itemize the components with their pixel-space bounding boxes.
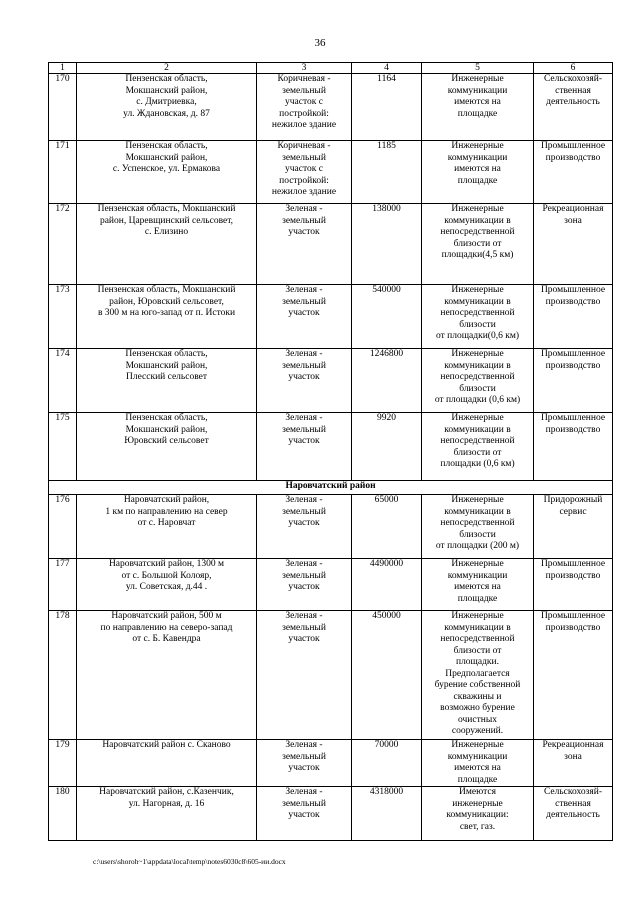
file-path-footer: c:\users\shoroh~1\appdata\local\temp\notes6030c8\605-ии.docx	[93, 857, 286, 866]
table-row	[49, 141, 613, 204]
purpose-cell: Рекреационная зона	[534, 204, 613, 285]
purpose-cell: Промышленное производство	[534, 349, 613, 413]
category-cell: Зеленая - земельный участок	[257, 285, 352, 349]
purpose-cell: Промышленное производство	[534, 413, 613, 481]
category-cell: Зеленая - земельный участок	[257, 611, 352, 740]
table-row	[49, 349, 613, 413]
area-cell: 1164	[352, 74, 422, 141]
section-row	[49, 481, 613, 495]
area-cell: 4490000	[352, 559, 422, 611]
location-cell: Пензенская область, Мокшанский район, Царевщинский сельсовет, с. Елизино	[77, 204, 257, 285]
category-cell: Коричневая - земельный участок с постройкой: нежилое здание	[257, 141, 352, 204]
area-cell: 70000	[352, 740, 422, 787]
area-cell: 1246800	[352, 349, 422, 413]
utilities-cell: Инженерные коммуникации имеются на площадке	[422, 740, 534, 787]
category-cell: Зеленая - земельный участок	[257, 495, 352, 559]
area-cell: 138000	[352, 204, 422, 285]
column-number: 1	[49, 63, 77, 74]
column-number: 5	[422, 63, 534, 74]
area-cell: 9920	[352, 413, 422, 481]
row-number: 178	[49, 611, 77, 740]
row-number: 173	[49, 285, 77, 349]
utilities-cell: Имеются инженерные коммуникации: свет, газ.	[422, 787, 534, 841]
area-cell: 4318000	[352, 787, 422, 841]
table-row	[49, 495, 613, 559]
land-plots-table	[48, 62, 613, 841]
utilities-cell: Инженерные коммуникации в непосредственной близости от площадки (200 м)	[422, 495, 534, 559]
purpose-cell: Сельскохозяй- ственная деятельность	[534, 74, 613, 141]
utilities-cell: Инженерные коммуникации имеются на площадке	[422, 141, 534, 204]
category-cell: Коричневая - земельный участок с постройкой: нежилое здание	[257, 74, 352, 141]
category-cell: Зеленая - земельный участок	[257, 559, 352, 611]
row-number: 176	[49, 495, 77, 559]
location-cell: Наровчатский район с. Сканово	[77, 740, 257, 787]
location-cell: Пензенская область, Мокшанский район, с. Успенское, ул. Ермакова	[77, 141, 257, 204]
column-number: 2	[77, 63, 257, 74]
page-number: 36	[314, 37, 326, 49]
column-number-row	[49, 63, 613, 74]
category-cell: Зеленая - земельный участок	[257, 787, 352, 841]
section-title: Наровчатский район	[49, 481, 613, 495]
column-number: 3	[257, 63, 352, 74]
area-cell: 540000	[352, 285, 422, 349]
row-number: 174	[49, 349, 77, 413]
table-row	[49, 611, 613, 740]
location-cell: Наровчатский район, с.Казенчик, ул. Нагорная, д. 16	[77, 787, 257, 841]
table-row	[49, 787, 613, 841]
category-cell: Зеленая - земельный участок	[257, 740, 352, 787]
purpose-cell: Сельскохозяй- ственная деятельность	[534, 787, 613, 841]
purpose-cell: Промышленное производство	[534, 285, 613, 349]
utilities-cell: Инженерные коммуникации в непосредственной близости от площадки (0,6 км)	[422, 413, 534, 481]
purpose-cell: Промышленное производство	[534, 559, 613, 611]
location-cell: Наровчатский район, 1300 м от с. Большой Колояр, ул. Советская, д.44 .	[77, 559, 257, 611]
table-row	[49, 413, 613, 481]
purpose-cell: Промышленное производство	[534, 611, 613, 740]
row-number: 177	[49, 559, 77, 611]
utilities-cell: Инженерные коммуникации в непосредственной близости от площадки (0,6 км)	[422, 349, 534, 413]
utilities-cell: Инженерные коммуникации в непосредственной близости от площадки(0,6 км)	[422, 285, 534, 349]
location-cell: Пензенская область, Мокшанский район, Юровский сельсовет	[77, 413, 257, 481]
utilities-cell: Инженерные коммуникации в непосредственной близости от площадки. Предполагается бурение собственной скважины и возможно бурение очистных сооружений.	[422, 611, 534, 740]
area-cell: 65000	[352, 495, 422, 559]
category-cell: Зеленая - земельный участок	[257, 349, 352, 413]
row-number: 175	[49, 413, 77, 481]
column-number: 4	[352, 63, 422, 74]
area-cell: 1185	[352, 141, 422, 204]
row-number: 170	[49, 74, 77, 141]
table-row	[49, 204, 613, 285]
row-number: 171	[49, 141, 77, 204]
column-number: 6	[534, 63, 613, 74]
utilities-cell: Инженерные коммуникации имеются на площадке	[422, 559, 534, 611]
purpose-cell: Придорожный сервис	[534, 495, 613, 559]
table-row	[49, 74, 613, 141]
row-number: 180	[49, 787, 77, 841]
row-number: 172	[49, 204, 77, 285]
location-cell: Пензенская область, Мокшанский район, Плесский сельсовет	[77, 349, 257, 413]
row-number: 179	[49, 740, 77, 787]
location-cell: Наровчатский район, 500 м по направлению на северо-запад от с. Б. Кавендра	[77, 611, 257, 740]
category-cell: Зеленая - земельный участок	[257, 204, 352, 285]
utilities-cell: Инженерные коммуникации в непосредственной близости от площадки(4,5 км)	[422, 204, 534, 285]
purpose-cell: Промышленное производство	[534, 141, 613, 204]
table-row	[49, 559, 613, 611]
table-row	[49, 740, 613, 787]
utilities-cell: Инженерные коммуникации имеются на площадке	[422, 74, 534, 141]
category-cell: Зеленая - земельный участок	[257, 413, 352, 481]
purpose-cell: Рекреационная зона	[534, 740, 613, 787]
area-cell: 450000	[352, 611, 422, 740]
table-row	[49, 285, 613, 349]
location-cell: Наровчатский район, 1 км по направлению на север от с. Наровчат	[77, 495, 257, 559]
location-cell: Пензенская область, Мокшанский район, Юровский сельсовет, в 300 м на юго-запад от п. Истоки	[77, 285, 257, 349]
location-cell: Пензенская область, Мокшанский район, с. Дмитриевка, ул. Ждановская, д. 87	[77, 74, 257, 141]
